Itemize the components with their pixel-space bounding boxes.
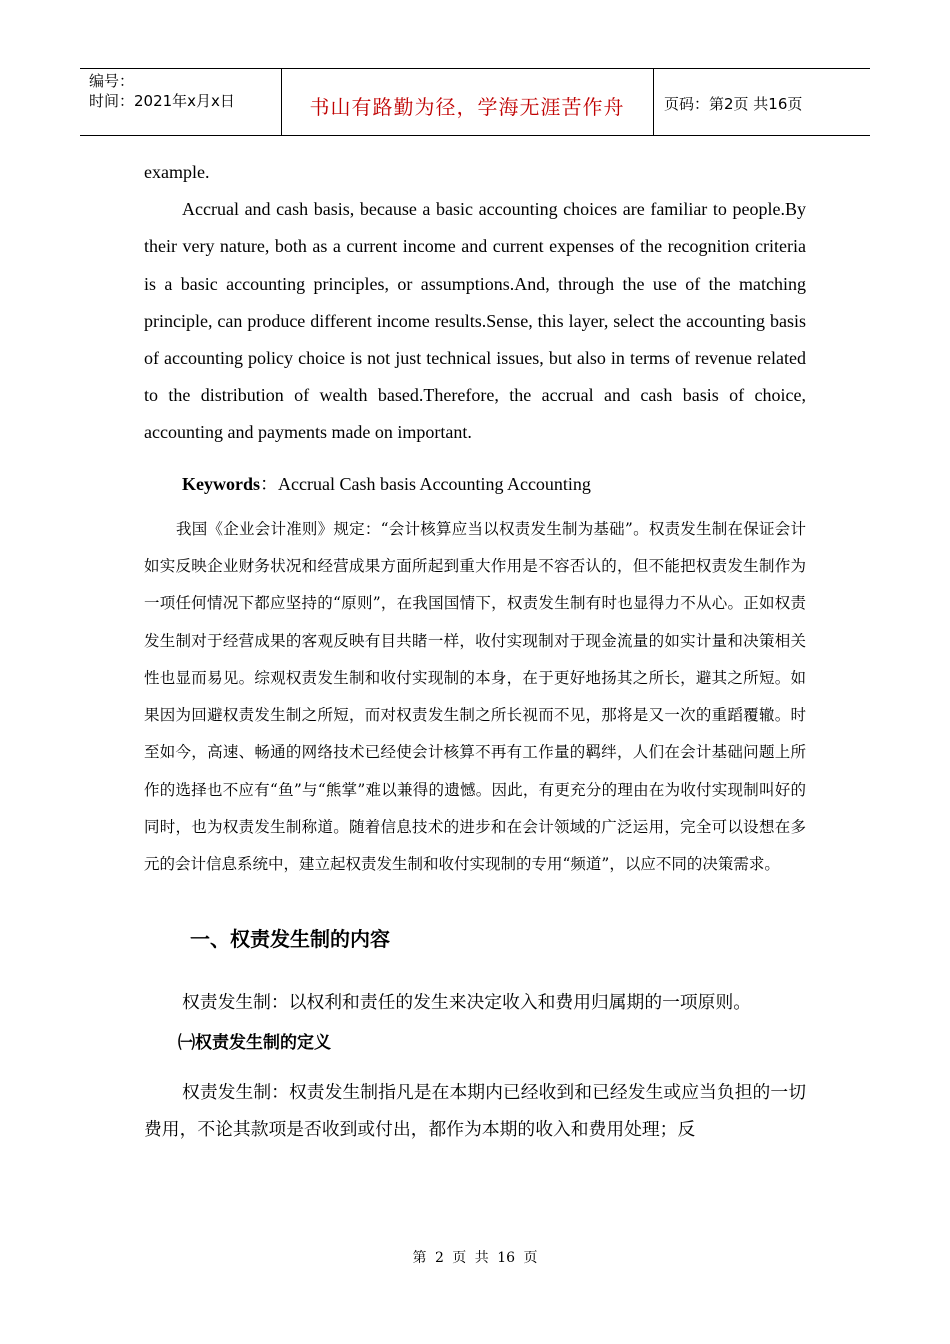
section-heading-1: 一、权责发生制的内容 [190,926,390,951]
header-info-cell [80,69,282,135]
page-footer: 第 2 页 共 16 页 [412,1250,538,1266]
header-page-number: 页码：第2页 共16页 [664,95,803,113]
abstract-paragraph: Accrual and cash basis, because a basic accounting choices are familiar to people.By their very nature, both as a current income and current expenses of the recognition criteria is a basic accounting principles, or assumptions.And, through the use of the matching principle, can produce different income results.Sense, this layer, select the accounting basis of accounting policy choice is not just technical issues, but also in terms of revenue related to the distribution of wealth based.Therefore, the accrual and cash basis of choice, accounting and payments made on important. [144,199,806,443]
header-motto: 书山有路勤为径，学海无涯苦作舟 [309,95,625,119]
subsection-heading-1: ㈠权责发生制的定义 [178,1032,331,1053]
document-time-label: 时间：2021年x月x日 [89,92,235,110]
header-motto-cell [281,69,654,135]
keywords-line [144,469,806,499]
header-page-cell [654,69,870,135]
document-body [144,154,806,1148]
definition-paragraph: 权责发生制：权责发生制指凡是在本期内已经收到和已经发生或应当负担的一切费用，不论其款项是否收到或付出，都作为本期的收入和费用处理；反 [144,1081,806,1140]
keywords-label: Keywords [182,473,260,494]
document-number-label: 编号： [89,72,135,90]
definition-summary-paragraph: 权责发生制：以权利和责任的发生来决定收入和费用归属期的一项原则。 [182,991,752,1013]
page-header [80,68,870,136]
body-paragraph-example: example. [144,162,210,182]
keywords-separator: ： [260,473,278,494]
introduction-paragraph: 我国《企业会计准则》规定：“会计核算应当以权责发生制为基础”。权责发生制在保证会计如实反映企业财务状况和经营成果方面所起到重大作用是不容否认的，但不能把权责发生制作为一项任何情况下都应坚持的“原则”，在我国国情下，权责发生制有时也显得力不从心。正如权责发生制对于经营成果的客观反映有目共睹一样，收付实现制对于现金流量的如实计量和决策相关性也显而易见。综观权责发生制和收付实现制的本身，在于更好地扬其之所长，避其之所短。如果因为回避权责发生制之所短，而对权责发生制之所长视而不见，那将是又一次的重蹈覆辙。时至如今，高速、畅通的网络技术已经使会计核算不再有工作量的羁绊，人们在会计基础问题上所作的选择也不应有“鱼”与“熊掌”难以兼得的遗憾。因此，有更充分的理由在为收付实现制叫好的同时，也为权责发生制称道。随着信息技术的进步和在会计领域的广泛运用，完全可以设想在多元的会计信息系统中，建立起权责发生制和收付实现制的专用“频道”，以应不同的决策需求。 [144,519,806,874]
keywords-text: Accrual Cash basis Accounting Accounting [278,473,591,494]
